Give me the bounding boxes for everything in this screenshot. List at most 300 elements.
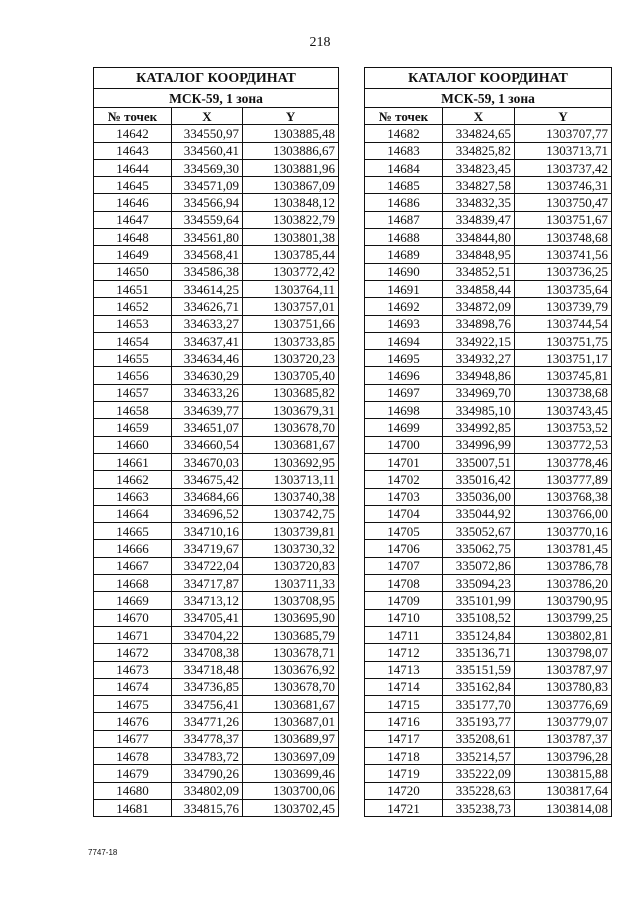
- x-coordinate-cell: 334825,82: [443, 142, 515, 159]
- y-coordinate-cell: 1303799,25: [515, 609, 612, 626]
- x-coordinate-cell: 334848,95: [443, 246, 515, 263]
- point-number-cell: 14649: [94, 246, 172, 263]
- point-number-cell: 14698: [365, 402, 443, 419]
- x-coordinate-cell: 334660,54: [172, 436, 243, 453]
- y-coordinate-cell: 1303737,42: [515, 159, 612, 176]
- x-coordinate-cell: 334568,41: [172, 246, 243, 263]
- point-number-cell: 14642: [94, 125, 172, 142]
- y-coordinate-cell: 1303708,95: [243, 592, 339, 609]
- x-coordinate-cell: 335062,75: [443, 540, 515, 557]
- y-coordinate-cell: 1303692,95: [243, 453, 339, 470]
- table-row: [94, 661, 339, 678]
- table-row: [94, 367, 339, 384]
- x-coordinate-cell: 334571,09: [172, 177, 243, 194]
- x-coordinate-cell: 334823,45: [443, 159, 515, 176]
- table-row: [94, 194, 339, 211]
- x-coordinate-cell: 334827,58: [443, 177, 515, 194]
- point-number-cell: 14679: [94, 765, 172, 782]
- table-row: [94, 765, 339, 782]
- y-coordinate-cell: 1303766,00: [515, 505, 612, 522]
- x-coordinate-cell: 334630,29: [172, 367, 243, 384]
- y-coordinate-cell: 1303741,56: [515, 246, 612, 263]
- y-coordinate-cell: 1303676,92: [243, 661, 339, 678]
- y-coordinate-cell: 1303738,68: [515, 384, 612, 401]
- table-row: [94, 211, 339, 228]
- y-coordinate-cell: 1303697,09: [243, 747, 339, 764]
- x-coordinate-cell: 334626,71: [172, 298, 243, 315]
- y-coordinate-cell: 1303822,79: [243, 211, 339, 228]
- point-number-cell: 14651: [94, 280, 172, 297]
- column-header-x: X: [443, 108, 515, 125]
- x-coordinate-cell: 334675,42: [172, 471, 243, 488]
- y-coordinate-cell: 1303790,95: [515, 592, 612, 609]
- point-number-cell: 14661: [94, 453, 172, 470]
- table-row: [94, 488, 339, 505]
- table-row: [365, 782, 612, 799]
- y-coordinate-cell: 1303772,42: [243, 263, 339, 280]
- x-coordinate-cell: 334824,65: [443, 125, 515, 142]
- y-coordinate-cell: 1303787,97: [515, 661, 612, 678]
- table-row: [365, 644, 612, 661]
- table-row: [365, 367, 612, 384]
- table-row: [365, 730, 612, 747]
- table-row: [94, 747, 339, 764]
- y-coordinate-cell: 1303681,67: [243, 696, 339, 713]
- y-coordinate-cell: 1303735,64: [515, 280, 612, 297]
- point-number-cell: 14663: [94, 488, 172, 505]
- point-number-cell: 14654: [94, 332, 172, 349]
- point-number-cell: 14689: [365, 246, 443, 263]
- table-row: [365, 177, 612, 194]
- table-row: [365, 211, 612, 228]
- x-coordinate-cell: 334832,35: [443, 194, 515, 211]
- x-coordinate-cell: 335238,73: [443, 799, 515, 816]
- x-coordinate-cell: 334948,86: [443, 367, 515, 384]
- table-row: [365, 505, 612, 522]
- y-coordinate-cell: 1303768,38: [515, 488, 612, 505]
- y-coordinate-cell: 1303777,89: [515, 471, 612, 488]
- y-coordinate-cell: 1303678,71: [243, 644, 339, 661]
- point-number-cell: 14672: [94, 644, 172, 661]
- point-number-cell: 14644: [94, 159, 172, 176]
- x-coordinate-cell: 334634,46: [172, 350, 243, 367]
- y-coordinate-cell: 1303711,33: [243, 575, 339, 592]
- table-row: [365, 488, 612, 505]
- point-number-cell: 14695: [365, 350, 443, 367]
- y-coordinate-cell: 1303786,20: [515, 575, 612, 592]
- x-coordinate-cell: 334852,51: [443, 263, 515, 280]
- point-number-cell: 14721: [365, 799, 443, 816]
- point-number-cell: 14643: [94, 142, 172, 159]
- point-number-cell: 14711: [365, 626, 443, 643]
- point-number-cell: 14708: [365, 575, 443, 592]
- y-coordinate-cell: 1303848,12: [243, 194, 339, 211]
- x-coordinate-cell: 334639,77: [172, 402, 243, 419]
- table-row: [94, 678, 339, 695]
- table-row: [94, 696, 339, 713]
- point-number-cell: 14664: [94, 505, 172, 522]
- point-number-cell: 14686: [365, 194, 443, 211]
- table-row: [365, 298, 612, 315]
- point-number-cell: 14703: [365, 488, 443, 505]
- table-row: [365, 765, 612, 782]
- point-number-cell: 14647: [94, 211, 172, 228]
- y-coordinate-cell: 1303750,47: [515, 194, 612, 211]
- table-row: [365, 453, 612, 470]
- point-number-cell: 14671: [94, 626, 172, 643]
- y-coordinate-cell: 1303867,09: [243, 177, 339, 194]
- y-coordinate-cell: 1303736,25: [515, 263, 612, 280]
- y-coordinate-cell: 1303695,90: [243, 609, 339, 626]
- x-coordinate-cell: 335151,59: [443, 661, 515, 678]
- point-number-cell: 14692: [365, 298, 443, 315]
- table-row: [365, 142, 612, 159]
- x-coordinate-cell: 334722,04: [172, 557, 243, 574]
- table-row: [365, 402, 612, 419]
- table-row: [94, 644, 339, 661]
- table-row: [94, 350, 339, 367]
- y-coordinate-cell: 1303753,52: [515, 419, 612, 436]
- x-coordinate-cell: 334996,99: [443, 436, 515, 453]
- y-coordinate-cell: 1303746,31: [515, 177, 612, 194]
- y-coordinate-cell: 1303786,78: [515, 557, 612, 574]
- x-coordinate-cell: 334586,38: [172, 263, 243, 280]
- y-coordinate-cell: 1303730,32: [243, 540, 339, 557]
- table-row: [365, 713, 612, 730]
- table-row: [365, 384, 612, 401]
- point-number-cell: 14716: [365, 713, 443, 730]
- table-row: [365, 626, 612, 643]
- table-row: [94, 229, 339, 246]
- point-number-cell: 14645: [94, 177, 172, 194]
- x-coordinate-cell: 335193,77: [443, 713, 515, 730]
- point-number-cell: 14700: [365, 436, 443, 453]
- x-coordinate-cell: 334969,70: [443, 384, 515, 401]
- table-row: [365, 661, 612, 678]
- column-header-y: Y: [515, 108, 612, 125]
- point-number-cell: 14693: [365, 315, 443, 332]
- x-coordinate-cell: 334670,03: [172, 453, 243, 470]
- table-row: [94, 177, 339, 194]
- y-coordinate-cell: 1303681,67: [243, 436, 339, 453]
- table-row: [365, 471, 612, 488]
- x-coordinate-cell: 334550,97: [172, 125, 243, 142]
- point-number-cell: 14710: [365, 609, 443, 626]
- x-coordinate-cell: 334844,80: [443, 229, 515, 246]
- coordinate-catalog-table-left: [93, 67, 339, 817]
- x-coordinate-cell: 334932,27: [443, 350, 515, 367]
- x-coordinate-cell: 334872,09: [443, 298, 515, 315]
- point-number-cell: 14648: [94, 229, 172, 246]
- point-number-cell: 14696: [365, 367, 443, 384]
- table-row: [94, 799, 339, 816]
- x-coordinate-cell: 334566,94: [172, 194, 243, 211]
- x-coordinate-cell: 334569,30: [172, 159, 243, 176]
- y-coordinate-cell: 1303699,46: [243, 765, 339, 782]
- y-coordinate-cell: 1303779,07: [515, 713, 612, 730]
- y-coordinate-cell: 1303781,45: [515, 540, 612, 557]
- table-row: [365, 350, 612, 367]
- table-row: [94, 505, 339, 522]
- y-coordinate-cell: 1303685,79: [243, 626, 339, 643]
- table-row: [365, 419, 612, 436]
- table-row: [365, 575, 612, 592]
- column-header-point-number: № точек: [365, 108, 443, 125]
- x-coordinate-cell: 335228,63: [443, 782, 515, 799]
- x-coordinate-cell: 334985,10: [443, 402, 515, 419]
- table-row: [94, 730, 339, 747]
- x-coordinate-cell: 335177,70: [443, 696, 515, 713]
- point-number-cell: 14709: [365, 592, 443, 609]
- point-number-cell: 14715: [365, 696, 443, 713]
- table-row: [365, 540, 612, 557]
- x-coordinate-cell: 334560,41: [172, 142, 243, 159]
- y-coordinate-cell: 1303751,66: [243, 315, 339, 332]
- x-coordinate-cell: 335162,84: [443, 678, 515, 695]
- x-coordinate-cell: 335222,09: [443, 765, 515, 782]
- point-number-cell: 14665: [94, 523, 172, 540]
- x-coordinate-cell: 334633,27: [172, 315, 243, 332]
- point-number-cell: 14684: [365, 159, 443, 176]
- point-number-cell: 14718: [365, 747, 443, 764]
- table-row: [365, 263, 612, 280]
- x-coordinate-cell: 334922,15: [443, 332, 515, 349]
- y-coordinate-cell: 1303678,70: [243, 419, 339, 436]
- x-coordinate-cell: 334614,25: [172, 280, 243, 297]
- point-number-cell: 14701: [365, 453, 443, 470]
- point-number-cell: 14656: [94, 367, 172, 384]
- point-number-cell: 14673: [94, 661, 172, 678]
- x-coordinate-cell: 335044,92: [443, 505, 515, 522]
- x-coordinate-cell: 334637,41: [172, 332, 243, 349]
- x-coordinate-cell: 334718,48: [172, 661, 243, 678]
- point-number-cell: 14685: [365, 177, 443, 194]
- table-row: [365, 125, 612, 142]
- point-number-cell: 14682: [365, 125, 443, 142]
- y-coordinate-cell: 1303745,81: [515, 367, 612, 384]
- y-coordinate-cell: 1303739,81: [243, 523, 339, 540]
- point-number-cell: 14659: [94, 419, 172, 436]
- y-coordinate-cell: 1303707,77: [515, 125, 612, 142]
- x-coordinate-cell: 335108,52: [443, 609, 515, 626]
- point-number-cell: 14702: [365, 471, 443, 488]
- table-row: [94, 142, 339, 159]
- point-number-cell: 14681: [94, 799, 172, 816]
- table-row: [365, 523, 612, 540]
- point-number-cell: 14650: [94, 263, 172, 280]
- y-coordinate-cell: 1303743,45: [515, 402, 612, 419]
- point-number-cell: 14680: [94, 782, 172, 799]
- y-coordinate-cell: 1303770,16: [515, 523, 612, 540]
- y-coordinate-cell: 1303713,71: [515, 142, 612, 159]
- point-number-cell: 14713: [365, 661, 443, 678]
- y-coordinate-cell: 1303780,83: [515, 678, 612, 695]
- table-row: [365, 557, 612, 574]
- x-coordinate-cell: 334839,47: [443, 211, 515, 228]
- x-coordinate-cell: 334561,80: [172, 229, 243, 246]
- table-row: [365, 194, 612, 211]
- x-coordinate-cell: 334696,52: [172, 505, 243, 522]
- y-coordinate-cell: 1303772,53: [515, 436, 612, 453]
- table-row: [365, 315, 612, 332]
- table-row: [365, 609, 612, 626]
- x-coordinate-cell: 334778,37: [172, 730, 243, 747]
- table-row: [94, 453, 339, 470]
- x-coordinate-cell: 334704,22: [172, 626, 243, 643]
- table-row: [365, 678, 612, 695]
- table-row: [94, 402, 339, 419]
- catalog-title: КАТАЛОГ КООРДИНАТ: [365, 68, 612, 89]
- y-coordinate-cell: 1303757,01: [243, 298, 339, 315]
- y-coordinate-cell: 1303785,44: [243, 246, 339, 263]
- table-row: [365, 159, 612, 176]
- y-coordinate-cell: 1303733,85: [243, 332, 339, 349]
- point-number-cell: 14690: [365, 263, 443, 280]
- x-coordinate-cell: 335208,61: [443, 730, 515, 747]
- point-number-cell: 14688: [365, 229, 443, 246]
- point-number-cell: 14652: [94, 298, 172, 315]
- x-coordinate-cell: 335007,51: [443, 453, 515, 470]
- x-coordinate-cell: 334719,67: [172, 540, 243, 557]
- x-coordinate-cell: 334790,26: [172, 765, 243, 782]
- table-row: [94, 540, 339, 557]
- x-coordinate-cell: 335094,23: [443, 575, 515, 592]
- y-coordinate-cell: 1303751,67: [515, 211, 612, 228]
- x-coordinate-cell: 334783,72: [172, 747, 243, 764]
- point-number-cell: 14655: [94, 350, 172, 367]
- y-coordinate-cell: 1303742,75: [243, 505, 339, 522]
- point-number-cell: 14714: [365, 678, 443, 695]
- y-coordinate-cell: 1303748,68: [515, 229, 612, 246]
- point-number-cell: 14712: [365, 644, 443, 661]
- x-coordinate-cell: 334802,09: [172, 782, 243, 799]
- x-coordinate-cell: 334898,76: [443, 315, 515, 332]
- x-coordinate-cell: 334705,41: [172, 609, 243, 626]
- column-header-y: Y: [243, 108, 339, 125]
- point-number-cell: 14699: [365, 419, 443, 436]
- y-coordinate-cell: 1303689,97: [243, 730, 339, 747]
- table-body: [365, 125, 612, 817]
- y-coordinate-cell: 1303764,11: [243, 280, 339, 297]
- table-row: [365, 246, 612, 263]
- table-row: [94, 280, 339, 297]
- table-row: [94, 298, 339, 315]
- y-coordinate-cell: 1303885,48: [243, 125, 339, 142]
- y-coordinate-cell: 1303776,69: [515, 696, 612, 713]
- table-row: [94, 782, 339, 799]
- point-number-cell: 14669: [94, 592, 172, 609]
- y-coordinate-cell: 1303778,46: [515, 453, 612, 470]
- x-coordinate-cell: 334710,16: [172, 523, 243, 540]
- y-coordinate-cell: 1303798,07: [515, 644, 612, 661]
- table-row: [94, 575, 339, 592]
- point-number-cell: 14660: [94, 436, 172, 453]
- y-coordinate-cell: 1303802,81: [515, 626, 612, 643]
- x-coordinate-cell: 334633,26: [172, 384, 243, 401]
- point-number-cell: 14717: [365, 730, 443, 747]
- x-coordinate-cell: 334559,64: [172, 211, 243, 228]
- x-coordinate-cell: 335101,99: [443, 592, 515, 609]
- y-coordinate-cell: 1303881,96: [243, 159, 339, 176]
- point-number-cell: 14705: [365, 523, 443, 540]
- point-number-cell: 14694: [365, 332, 443, 349]
- y-coordinate-cell: 1303720,23: [243, 350, 339, 367]
- point-number-cell: 14670: [94, 609, 172, 626]
- point-number-cell: 14675: [94, 696, 172, 713]
- point-number-cell: 14720: [365, 782, 443, 799]
- y-coordinate-cell: 1303744,54: [515, 315, 612, 332]
- table-row: [365, 229, 612, 246]
- table-row: [94, 263, 339, 280]
- table-row: [94, 713, 339, 730]
- table-row: [94, 159, 339, 176]
- point-number-cell: 14674: [94, 678, 172, 695]
- coordinate-system-subtitle: МСК-59, 1 зона: [365, 89, 612, 108]
- point-number-cell: 14646: [94, 194, 172, 211]
- table-row: [94, 523, 339, 540]
- point-number-cell: 14697: [365, 384, 443, 401]
- y-coordinate-cell: 1303720,83: [243, 557, 339, 574]
- table-row: [94, 592, 339, 609]
- y-coordinate-cell: 1303815,88: [515, 765, 612, 782]
- y-coordinate-cell: 1303685,82: [243, 384, 339, 401]
- x-coordinate-cell: 334651,07: [172, 419, 243, 436]
- y-coordinate-cell: 1303687,01: [243, 713, 339, 730]
- point-number-cell: 14653: [94, 315, 172, 332]
- x-coordinate-cell: 335124,84: [443, 626, 515, 643]
- y-coordinate-cell: 1303751,17: [515, 350, 612, 367]
- y-coordinate-cell: 1303801,38: [243, 229, 339, 246]
- table-row: [94, 315, 339, 332]
- table-row: [94, 384, 339, 401]
- coordinate-catalog-table-right: [364, 67, 612, 817]
- table-row: [365, 436, 612, 453]
- table-row: [94, 626, 339, 643]
- y-coordinate-cell: 1303740,38: [243, 488, 339, 505]
- y-coordinate-cell: 1303814,08: [515, 799, 612, 816]
- point-number-cell: 14657: [94, 384, 172, 401]
- document-code: 7747-18: [88, 848, 118, 857]
- table-row: [94, 419, 339, 436]
- x-coordinate-cell: 334736,85: [172, 678, 243, 695]
- table-row: [94, 557, 339, 574]
- point-number-cell: 14687: [365, 211, 443, 228]
- table-row: [365, 747, 612, 764]
- point-number-cell: 14691: [365, 280, 443, 297]
- table-row: [365, 592, 612, 609]
- table-row: [365, 332, 612, 349]
- point-number-cell: 14658: [94, 402, 172, 419]
- y-coordinate-cell: 1303751,75: [515, 332, 612, 349]
- table-body: [94, 125, 339, 817]
- point-number-cell: 14683: [365, 142, 443, 159]
- x-coordinate-cell: 335036,00: [443, 488, 515, 505]
- y-coordinate-cell: 1303679,31: [243, 402, 339, 419]
- x-coordinate-cell: 335214,57: [443, 747, 515, 764]
- table-row: [365, 280, 612, 297]
- y-coordinate-cell: 1303678,70: [243, 678, 339, 695]
- x-coordinate-cell: 335052,67: [443, 523, 515, 540]
- point-number-cell: 14707: [365, 557, 443, 574]
- y-coordinate-cell: 1303713,11: [243, 471, 339, 488]
- point-number-cell: 14667: [94, 557, 172, 574]
- y-coordinate-cell: 1303739,79: [515, 298, 612, 315]
- y-coordinate-cell: 1303817,64: [515, 782, 612, 799]
- point-number-cell: 14666: [94, 540, 172, 557]
- y-coordinate-cell: 1303705,40: [243, 367, 339, 384]
- y-coordinate-cell: 1303886,67: [243, 142, 339, 159]
- x-coordinate-cell: 334713,12: [172, 592, 243, 609]
